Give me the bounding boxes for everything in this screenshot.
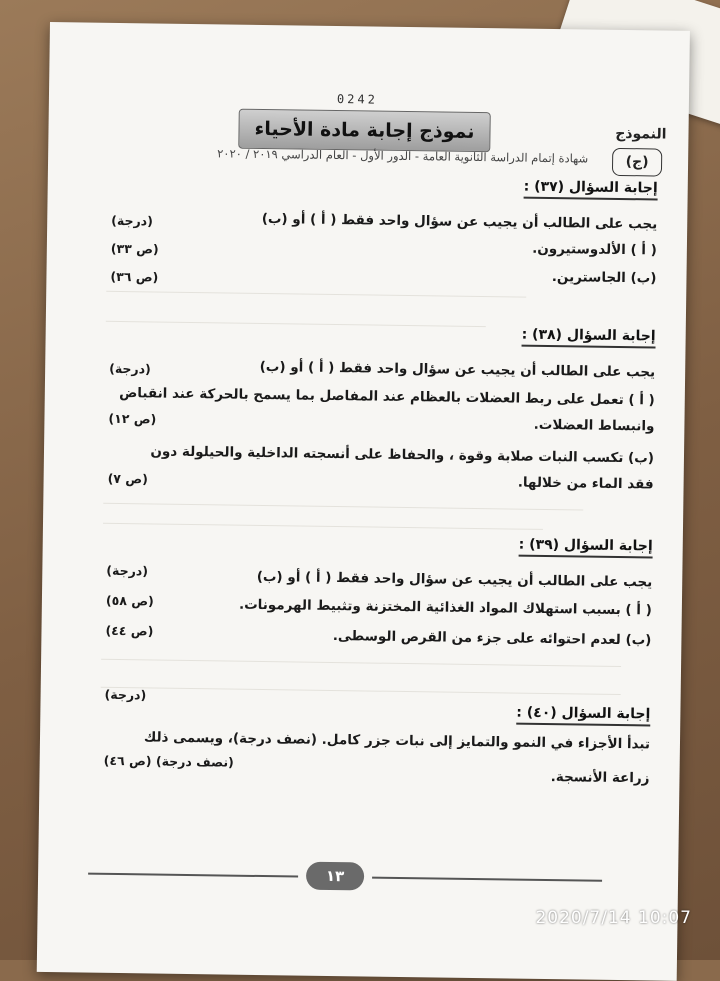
question-title: إجابة السؤال (٣٧) : xyxy=(524,179,658,201)
bleed-through-line xyxy=(103,503,583,511)
answer-line: تبدأ الأجزاء في النمو والتمايز إلى نبات جزر كامل. (نصف درجة)، ويسمى ذلك xyxy=(143,729,651,753)
answer-line: (ب) الجاسترين. xyxy=(551,269,657,287)
footer-divider xyxy=(88,873,298,877)
question-title: إجابة السؤال (٤٠) : xyxy=(516,705,650,727)
bleed-through-line xyxy=(106,321,486,327)
footer-divider xyxy=(372,877,602,882)
question-title: إجابة السؤال (٣٩) : xyxy=(519,537,653,559)
form-code-box: (ج) xyxy=(612,148,662,177)
page-title: نموذج إجابة مادة الأحياء xyxy=(238,109,491,153)
answer-line: وانبساط العضلات. xyxy=(533,416,655,435)
exam-subtitle: شهادة إتمام الدراسة الثانوية العامة - الدور الأول - العام الدراسي ٢٠١٩ / ٢٠٢٠ xyxy=(217,146,589,166)
answer-line: ( أ ) تعمل على ربط العضلات بالعظام عند المفاصل بما يسمح بالحركة عند انقباض xyxy=(119,385,655,409)
bleed-through-line xyxy=(106,291,526,298)
page-reference: (ص ٤٤) xyxy=(105,622,154,639)
bleed-through-line xyxy=(101,687,621,695)
answer-line: (ب) لعدم احتوائه على جزء من القرص الوسطى. xyxy=(332,628,652,649)
page-reference: (ص ٣٣) xyxy=(110,240,159,257)
answer-line: (ب) تكسب النبات صلابة وقوة ، والحفاظ على أنسجته الداخلية والحيلولة دون xyxy=(150,443,655,467)
question-title: إجابة السؤال (٣٨) : xyxy=(521,327,655,349)
page-reference: (ص ٣٦) xyxy=(110,268,159,285)
grade-note: (درجة) xyxy=(109,360,151,377)
answer-line: فقد الماء من خلالها. xyxy=(517,474,654,493)
page-reference: (ص ١٢) xyxy=(108,410,157,427)
page-reference: (ص ٧) xyxy=(107,470,148,487)
serial-number: 0242 xyxy=(336,92,378,107)
bleed-through-line xyxy=(101,659,621,667)
page-reference: (ص ٥٨) xyxy=(105,592,154,609)
answer-line: زراعة الأنسجة. xyxy=(550,769,650,787)
page-number-badge: ١٣ xyxy=(306,862,364,891)
grade-note: (درجة) xyxy=(106,562,149,579)
bleed-through-line xyxy=(103,523,543,530)
grade-note: (درجة) xyxy=(104,686,147,703)
answer-line: ( أ ) بسبب استهلاك المواد الغذائية المختزنة وتثبيط الهرمونات. xyxy=(238,596,652,619)
form-label: النموذج xyxy=(615,125,667,143)
answer-line: يجب على الطالب أن يجيب عن سؤال واحد فقط ( أ ) أو (ب) xyxy=(259,358,656,381)
page-reference: (ص ٤٦) (نصف درجة) xyxy=(103,752,234,770)
grade-note: (درجة) xyxy=(111,212,153,229)
answer-line: يجب على الطالب أن يجيب عن سؤال واحد فقط ( أ ) أو (ب) xyxy=(256,568,653,591)
answer-sheet xyxy=(37,22,690,981)
photo-timestamp: 2020/7/14 10:07 xyxy=(535,908,692,928)
answer-line: ( أ ) الألدوستيرون. xyxy=(532,240,657,259)
answer-line: يجب على الطالب أن يجيب عن سؤال واحد فقط ( أ ) أو (ب) xyxy=(261,210,658,233)
